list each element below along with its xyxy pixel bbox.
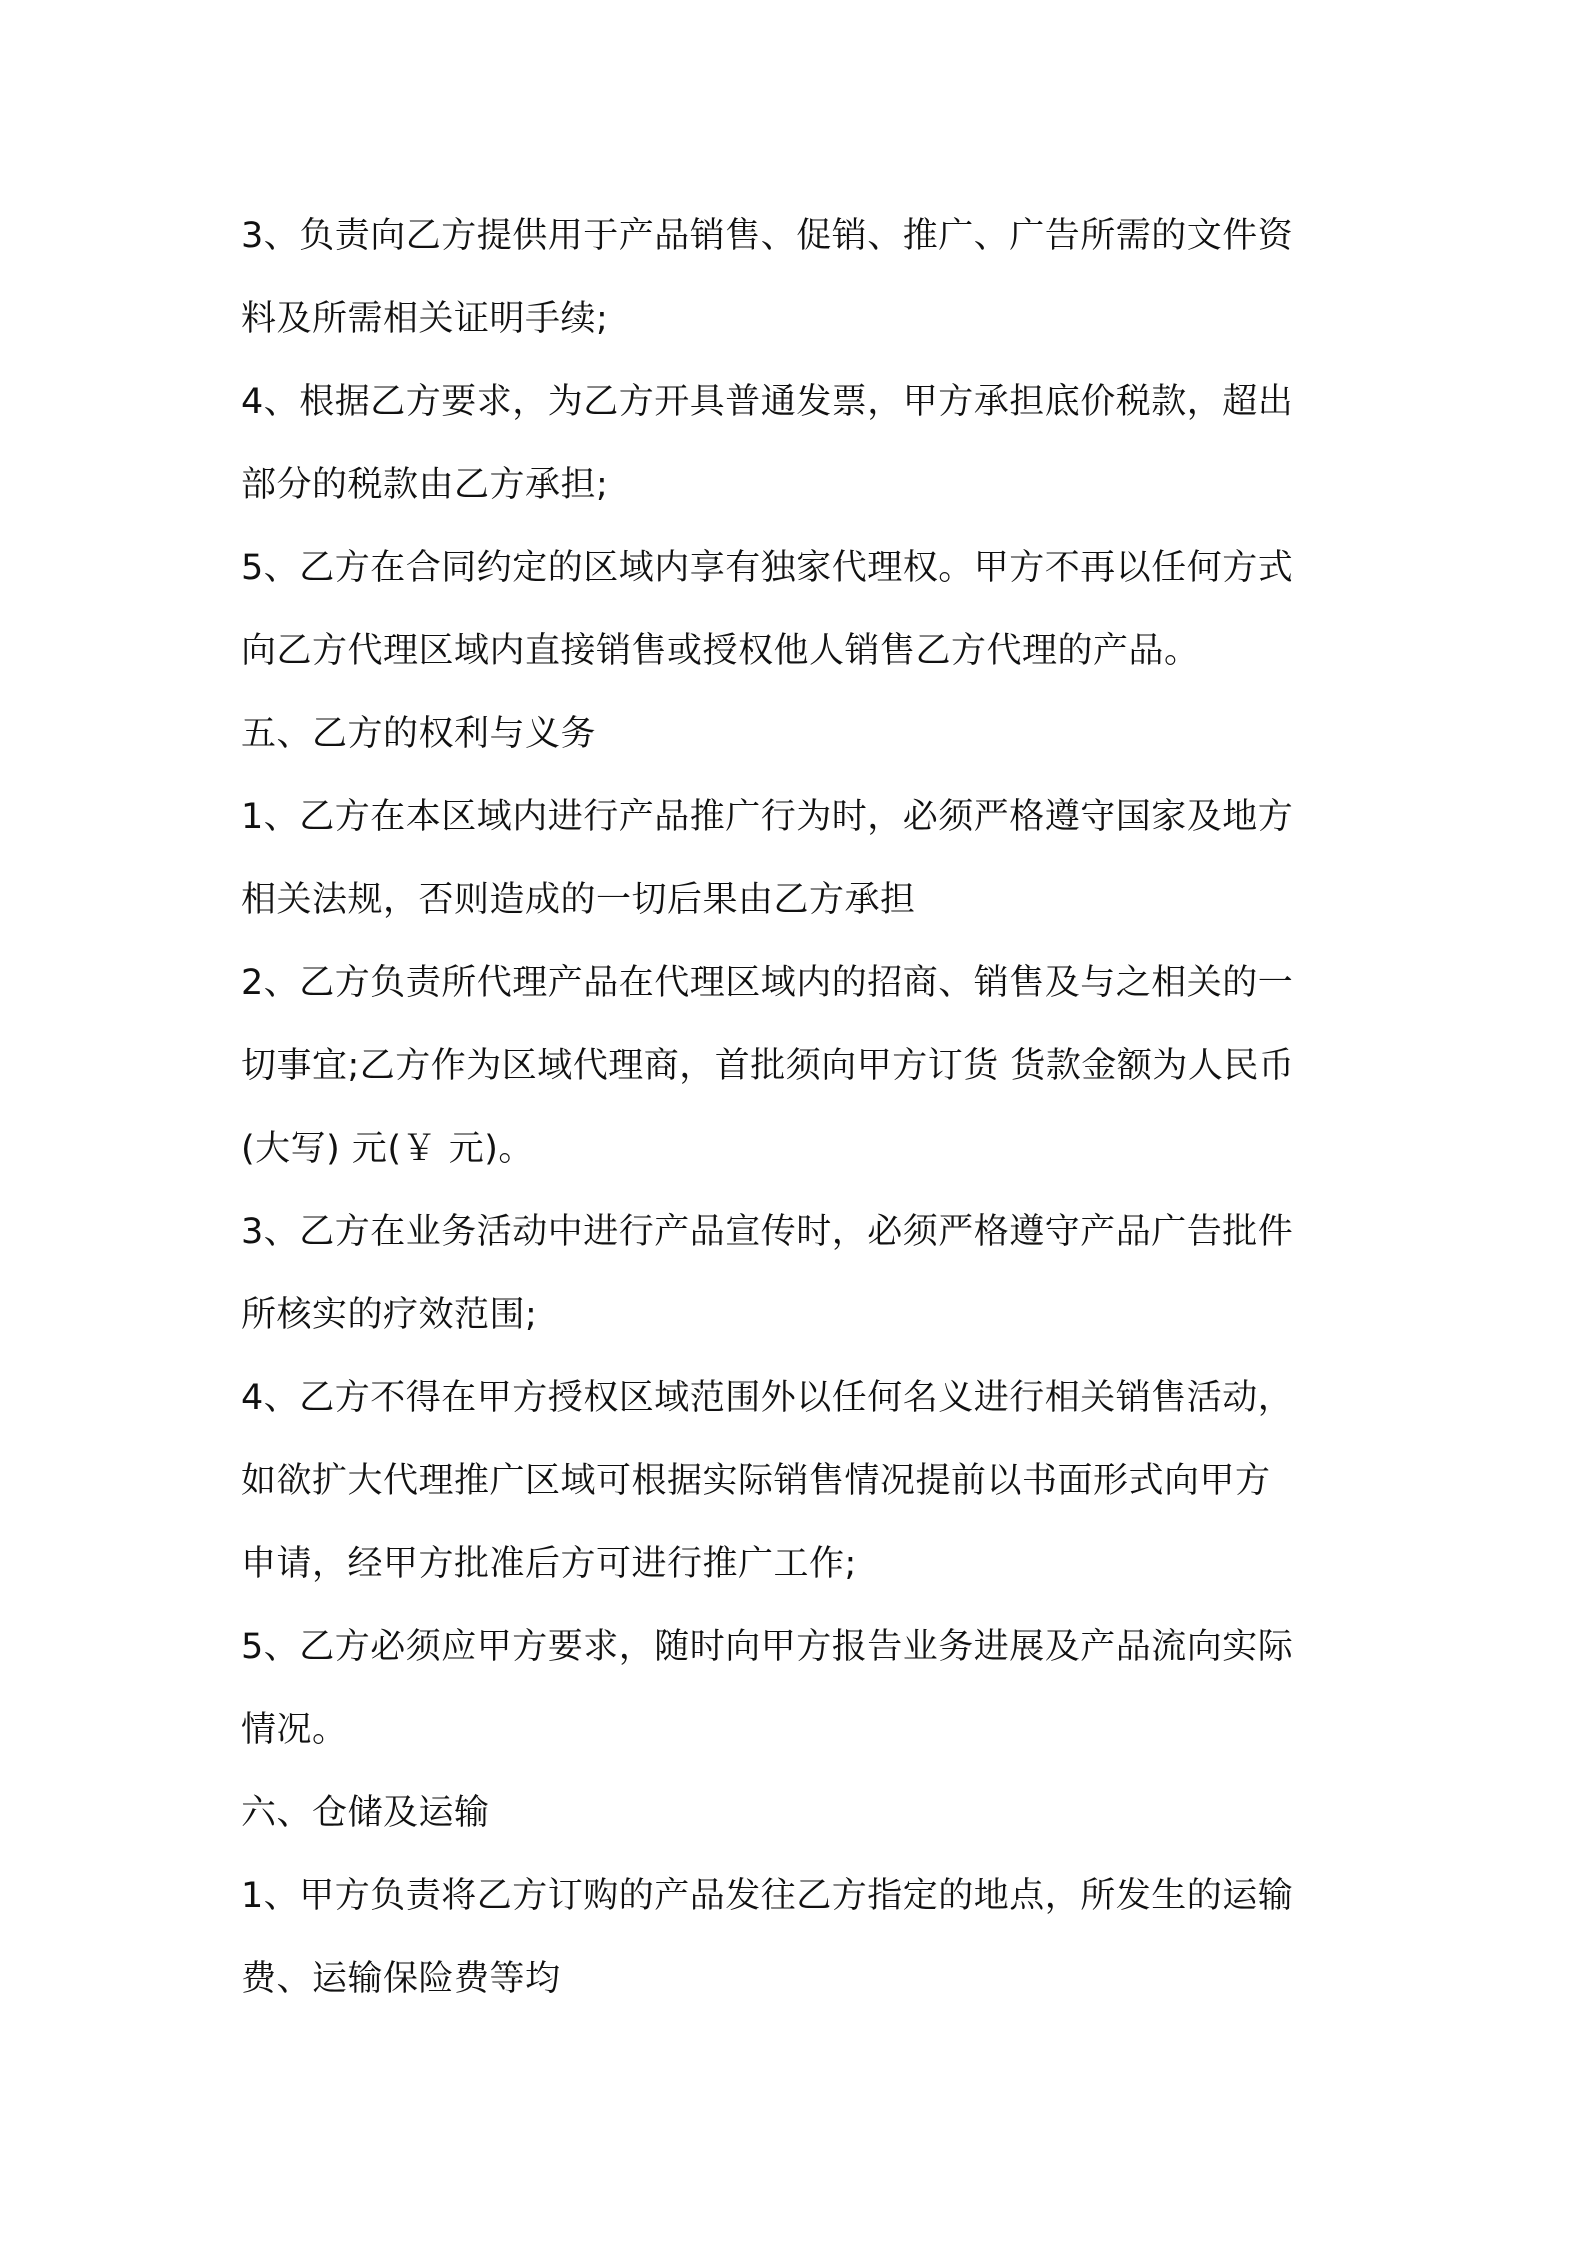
paragraph-b5 xyxy=(241,1606,1356,1772)
section-heading-five xyxy=(241,693,1356,776)
text-line: 料及所需相关证明手续; xyxy=(241,299,609,339)
paragraph-b4 xyxy=(241,1357,1356,1606)
text-line: 切事宜;乙方作为区域代理商，首批须向甲方订货 货款金额为人民币 xyxy=(241,1046,1295,1086)
text-line: 1、乙方在本区域内进行产品推广行为时，必须严格遵守国家及地方 xyxy=(241,797,1294,837)
text-line: 5、乙方必须应甲方要求，随时向甲方报告业务进展及产品流向实际 xyxy=(241,1627,1294,1667)
text-line: 2、乙方负责所代理产品在代理区域内的招商、销售及与之相关的一 xyxy=(241,963,1294,1003)
paragraph-c1 xyxy=(241,1855,1356,2021)
text-line: 部分的税款由乙方承担; xyxy=(241,465,609,505)
section-heading-six xyxy=(241,1772,1356,1855)
text-line: 4、乙方不得在甲方授权区域范围外以任何名义进行相关销售活动， xyxy=(241,1378,1294,1418)
paragraph-b3 xyxy=(241,1191,1356,1357)
text-line: 向乙方代理区域内直接销售或授权他人销售乙方代理的产品。 xyxy=(241,631,1200,671)
paragraph-a3 xyxy=(241,195,1356,361)
document-body xyxy=(241,195,1356,2021)
text-line: 3、负责向乙方提供用于产品销售、促销、推广、广告所需的文件资 xyxy=(241,216,1294,256)
text-line: 3、乙方在业务活动中进行产品宣传时，必须严格遵守产品广告批件 xyxy=(241,1212,1294,1252)
text-line: 所核实的疗效范围; xyxy=(241,1295,538,1335)
paragraph-b1 xyxy=(241,776,1356,942)
text-line: 5、乙方在合同约定的区域内享有独家代理权。甲方不再以任何方式 xyxy=(241,548,1294,588)
paragraph-a5 xyxy=(241,527,1356,693)
text-line: 情况。 xyxy=(241,1710,348,1750)
section-heading: 六、仓储及运输 xyxy=(241,1793,490,1833)
text-line: 费、运输保险费等均 xyxy=(241,1959,561,1999)
paragraph-b2 xyxy=(241,942,1356,1191)
text-line: (大写) 元(￥ 元)。 xyxy=(241,1129,534,1169)
text-line: 4、根据乙方要求，为乙方开具普通发票，甲方承担底价税款，超出 xyxy=(241,382,1294,422)
paragraph-a4 xyxy=(241,361,1356,527)
text-line: 申请，经甲方批准后方可进行推广工作; xyxy=(241,1544,857,1584)
text-line: 相关法规，否则造成的一切后果由乙方承担 xyxy=(241,880,916,920)
text-line: 如欲扩大代理推广区域可根据实际销售情况提前以书面形式向甲方 xyxy=(241,1461,1271,1501)
section-heading: 五、乙方的权利与义务 xyxy=(241,714,597,754)
text-line: 1、甲方负责将乙方订购的产品发往乙方指定的地点，所发生的运输 xyxy=(241,1876,1294,1916)
